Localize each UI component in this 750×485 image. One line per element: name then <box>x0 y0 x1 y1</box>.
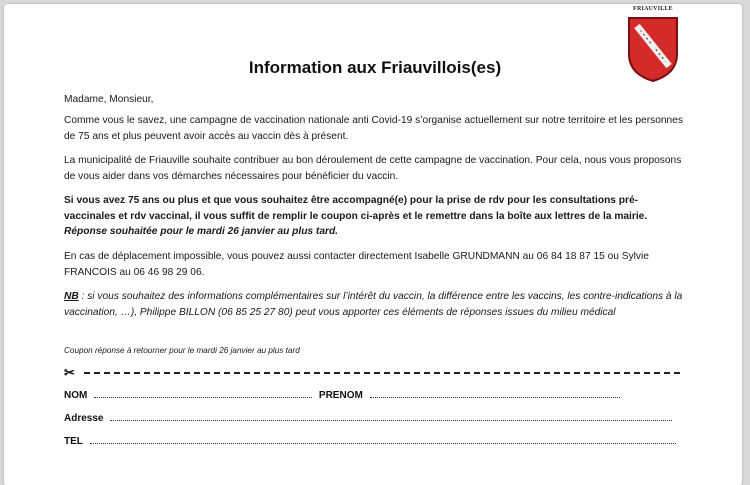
response-deadline: Réponse souhaitée pour le mardi 26 janvier au plus tard. <box>64 226 339 237</box>
tel-field[interactable] <box>90 434 676 444</box>
tel-label: TEL <box>64 436 83 447</box>
tel-row <box>64 434 676 448</box>
document-title: Information aux Friauvillois(es) <box>248 58 502 77</box>
cut-line <box>64 364 684 380</box>
paragraph-contacts: En cas de déplacement impossible, vous pouvez aussi contacter directement Isabelle GRUNDMANN au 06 84 18 87 15 ou Sylvie FRANCOIS au 06 46 98 29 06. <box>64 251 649 278</box>
paragraph-municipality: La municipalité de Friauville souhaite contribuer au bon déroulement de cette campagne de vaccination. Pour cela, nous vous proposons de vous aider dans vos démarches nécessaires pour bénéficier du vaccin. <box>64 155 682 182</box>
paragraph-nb <box>64 289 686 320</box>
dashed-separator <box>84 372 680 374</box>
coupon-note: Coupon réponse à retourner pour le mardi 26 janvier au plus tard <box>64 346 300 355</box>
prenom-label: PRENOM <box>318 390 363 401</box>
prenom-field[interactable] <box>370 388 620 398</box>
crest-label: FRIAUVILLE <box>633 6 673 12</box>
salutation: Madame, Monsieur, <box>64 94 154 105</box>
nb-label: NB <box>64 291 79 302</box>
scissors-icon: ✂ <box>64 364 75 380</box>
adresse-row <box>64 411 672 425</box>
nom-label: NOM <box>64 390 88 401</box>
paragraph-instructions <box>64 193 686 240</box>
instructions-bold-text: Si vous avez 75 ans ou plus et que vous souhaitez être accompagné(e) pour la prise de rdv pour les consultations pré-vaccinales et rdv vaccinal, il vous suffit de remplir le coupon ci-après et le remettre dans la boîte aux lettres de la mairie. <box>64 195 648 222</box>
adresse-label: Adresse <box>64 413 104 424</box>
adresse-field[interactable] <box>110 411 672 421</box>
nom-prenom-row <box>64 388 620 402</box>
nb-text: : si vous souhaitez des informations complémentaires sur l’intérêt du vaccin, la différence entre les vaccins, les contre-indications à la vaccination, …), Philippe BILLON (06 85 25 27 80) peut vous apporter ces éléments de réponses issues du milieu médical <box>64 291 683 318</box>
nom-field[interactable] <box>94 388 312 398</box>
paragraph-campaign: Comme vous le savez, une campagne de vaccination nationale anti Covid-19 s’organise actuellement sur notre territoire et les personnes de 75 ans et plus peuvent avoir accès au vaccin dès à présent. <box>64 115 683 142</box>
